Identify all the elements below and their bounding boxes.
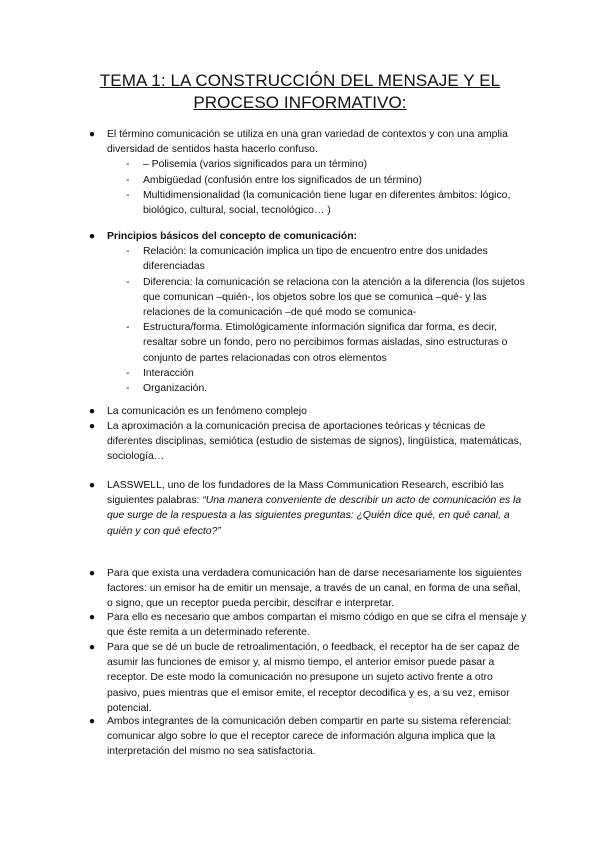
- list-item: - Relación: la comunicación implica un tipo de encuentro entre dos unidades diferenciadas: [126, 246, 488, 273]
- page-title: [60, 70, 540, 114]
- paragraph: Para que se dé un bucle de retroalimentación, o feedback, el receptor ha de ser capaz de asumir las funciones de emisor y, al mismo tiempo, el anterior emisor puede pasar a receptor. De este modo la comunicación no presupone un sujeto activo frente a otro pasivo, pues mientras que el emisor emite, el receptor decodifica y es, a su vez, emisor potencial.: [107, 642, 520, 714]
- referencial-block: [0, 714, 600, 760]
- title-line-2: PROCESO INFORMATIVO:: [193, 93, 407, 112]
- title-line-1: TEMA 1: LA CONSTRUCCIÓN DEL MENSAJE Y EL: [99, 71, 501, 90]
- lasswell-lead: LASSWELL, uno de los fundadores de la Mass Communication Research, escribió las siguientes palabras:: [107, 480, 504, 507]
- paragraph: La aproximación a la comunicación precisa de aportaciones teóricas y técnicas de diferentes disciplinas, semiótica (estudio de sistemas de signos), lingüística, matemáticas, sociología…: [107, 421, 522, 463]
- dash-icon: -: [126, 189, 130, 201]
- dash-icon: -: [126, 174, 130, 186]
- principios-block: [0, 229, 600, 396]
- factores-block: [0, 566, 600, 612]
- dash-icon: -: [126, 276, 130, 288]
- bullet-icon: ●: [88, 421, 96, 432]
- paragraph: [107, 478, 527, 539]
- list-item: - Estructura/forma. Etimológicamente información significa dar forma, es decir, resaltar sobre un fondo, pero no percibimos formas aisladas, sino estructuras o conjunto de partes relacionadas con otros elementos: [126, 322, 508, 364]
- section-heading: Principios básicos del concepto de comunicación:: [107, 231, 358, 242]
- bullet-icon: ●: [88, 716, 96, 727]
- lasswell-block: [0, 478, 600, 539]
- bullet-icon: ●: [88, 406, 96, 417]
- dash-icon: -: [126, 159, 130, 171]
- codigo-block: [0, 610, 600, 640]
- list-item: - Organización.: [143, 381, 527, 396]
- intro-text: El término comunicación se utiliza en una gran variedad de contextos y con una amplia diversidad de sentidos hasta hacerlo confuso.: [107, 129, 508, 156]
- bullet-icon: ●: [88, 612, 96, 623]
- bullet-icon: ●: [88, 480, 96, 491]
- list-item: - Ambigüedad (confusión entre los significados de un término): [143, 173, 527, 188]
- paragraph: Ambos integrantes de la comunicación deben compartir en parte su sistema referencial: comunicar algo sobre lo que el receptor carece de información alguna implica que la interpretación del mismo no sea satisfactoria.: [107, 716, 512, 758]
- complejo-block: [0, 404, 600, 419]
- paragraph: Para que exista una verdadera comunicación han de darse necesariamente los siguientes factores: un emisor ha de emitir un mensaje, a través de un canal, en forma de una señal, o signo, que un receptor pueda percibir, descifrar e interpretar.: [107, 568, 522, 610]
- paragraph: Para ello es necesario que ambos compartan el mismo código en que se cifra el mensaje y que éste remita a un determinado referente.: [107, 612, 527, 639]
- bullet-icon: ●: [88, 642, 96, 653]
- paragraph: La comunicación es un fenómeno complejo: [107, 406, 307, 417]
- bullet-icon: ●: [88, 568, 96, 579]
- dash-icon: -: [126, 322, 130, 334]
- dash-icon: -: [126, 367, 130, 379]
- bullet-icon: ●: [88, 129, 96, 140]
- list-item: - Multidimensionalidad (la comunicación tiene lugar en diferentes ámbitos: lógico, biológico, cultural, social, tecnológico… ): [126, 189, 511, 217]
- aproximacion-block: [0, 419, 600, 465]
- list-item: - Interacción: [143, 366, 527, 381]
- lasswell-quote: “Una manera conveniente de describir un acto de comunicación es la que surge de la respuesta a las siguientes preguntas: ¿Quién dice qué, en qué canal, a quién y con qué efecto?”: [107, 495, 522, 537]
- intro-block: [0, 127, 600, 218]
- list-item: - Diferencia: la comunicación se relaciona con la atención a la diferencia (los sujetos que comunican –quién-, los objetos sobre los que se comunica –qué- y las relaciones de la comunicación –de qué modo se comunica-: [126, 276, 525, 319]
- dash-icon: -: [126, 383, 130, 395]
- bucle-block: [0, 640, 600, 716]
- dash-icon: -: [126, 246, 130, 258]
- list-item: - – Polisemia (varios significados para un término): [143, 157, 527, 172]
- bullet-icon: ●: [88, 231, 96, 242]
